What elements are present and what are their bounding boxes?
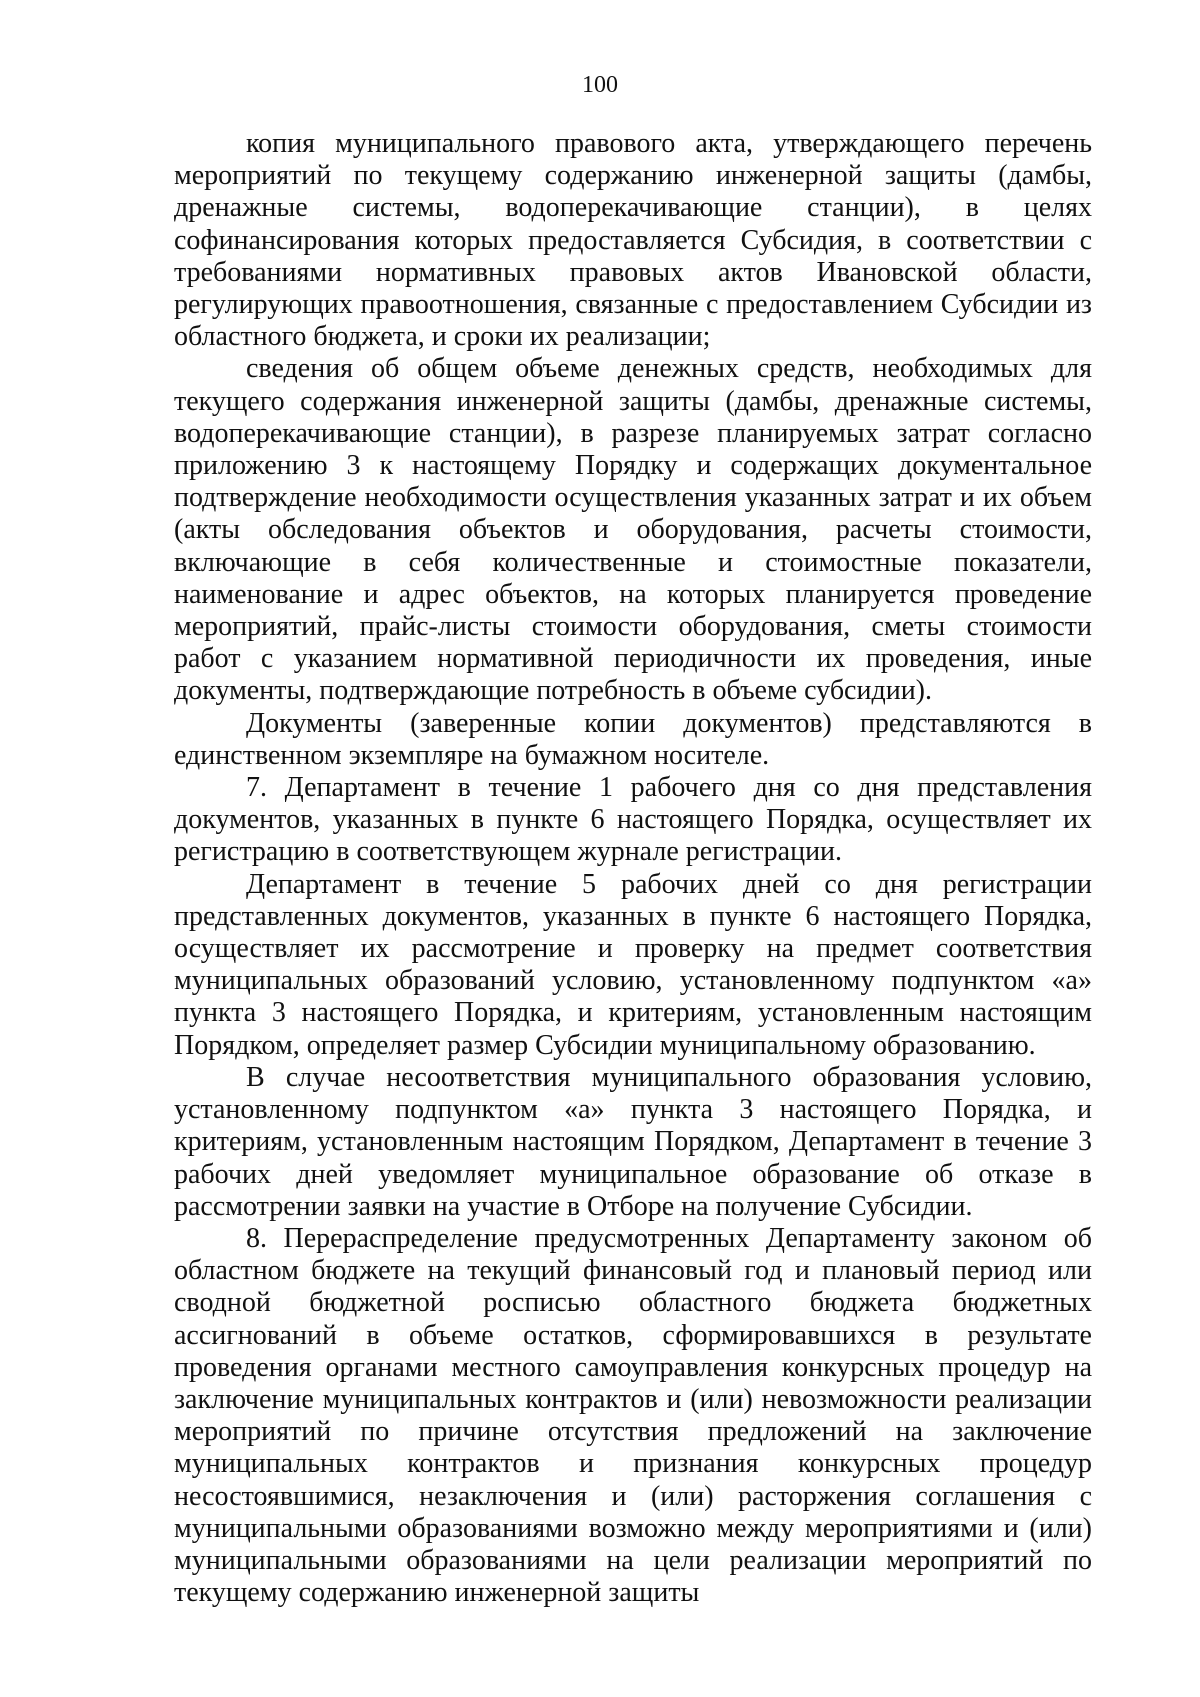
paragraph-funds-information: сведения об общем объеме денежных средств, необходимых для текущего содержания инженерной защиты (дамбы, дренажные системы, водоперекачивающие станции), в разрезе планируемых затрат согласно приложению 3 к настоящему Порядку и содержащих документальное подтверждение необходимости осуществления указанных затрат и их объем (акты обследования объектов и оборудования, расчеты стоимости, включающие в себя количественные и стоимостные показатели, наименование и адрес объектов, на которых планируется проведение мероприятий, прайс-листы стоимости оборудования, сметы стоимости работ с указанием нормативной периодичности их проведения, иные документы, подтверждающие потребность в объеме субсидии). <box>174 353 1092 707</box>
paragraph-refusal-notification: В случае несоответствия муниципального образования условию, установленному подпунктом «а» пункта 3 настоящего Порядка, и критериям, установленным настоящим Порядком, Департамент в течение 3 рабочих дней уведомляет муниципальное образование об отказе в рассмотрении заявки на участие в Отборе на получение Субсидии. <box>174 1061 1092 1222</box>
paragraph-documents-submission: Документы (заверенные копии документов) представляются в единственном экземпляре на бумажном носителе. <box>174 707 1092 771</box>
paragraph-item-8-redistribution: 8. Перераспределение предусмотренных Департаменту законом об областном бюджете на текущий финансовый год и плановый период или сводной бюджетной росписью областного бюджета бюджетных ассигнований в объеме остатков, сформировавшихся в результате проведения органами местного самоуправления конкурсных процедур на заключение муниципальных контрактов и (или) невозможности реализации мероприятий по причине отсутствия предложений на заключение муниципальных контрактов и признания конкурсных процедур несостоявшимися, незаключения и (или) расторжения соглашения с муниципальными образованиями возможно между мероприятиями и (или) муниципальными образованиями на цели реализации мероприятий по текущему содержанию инженерной защиты <box>174 1222 1092 1609</box>
paragraph-review-and-verification: Департамент в течение 5 рабочих дней со дня регистрации представленных документов, указанных в пункте 6 настоящего Порядка, осуществляет их рассмотрение и проверку на предмет соответствия муниципальных образований условию, установленному подпунктом «а» пункта 3 настоящего Порядка, и критериям, установленным настоящим Порядком, определяет размер Субсидии муниципальному образованию. <box>174 868 1092 1061</box>
paragraph-item-7-registration: 7. Департамент в течение 1 рабочего дня со дня представления документов, указанных в пункте 6 настоящего Порядка, осуществляет их регистрацию в соответствующем журнале регистрации. <box>174 772 1092 868</box>
paragraph-municipal-act-copy: копия муниципального правового акта, утверждающего перечень мероприятий по текущему содержанию инженерной защиты (дамбы, дренажные системы, водоперекачивающие станции), в целях софинансирования которых предоставляется Субсидия, в соответствии с требованиями нормативных правовых актов Ивановской области, регулирующих правоотношения, связанные с предоставлением Субсидии из областного бюджета, и сроки их реализации; <box>174 128 1092 353</box>
document-body <box>174 128 1092 1609</box>
page-number: 100 <box>582 72 618 98</box>
